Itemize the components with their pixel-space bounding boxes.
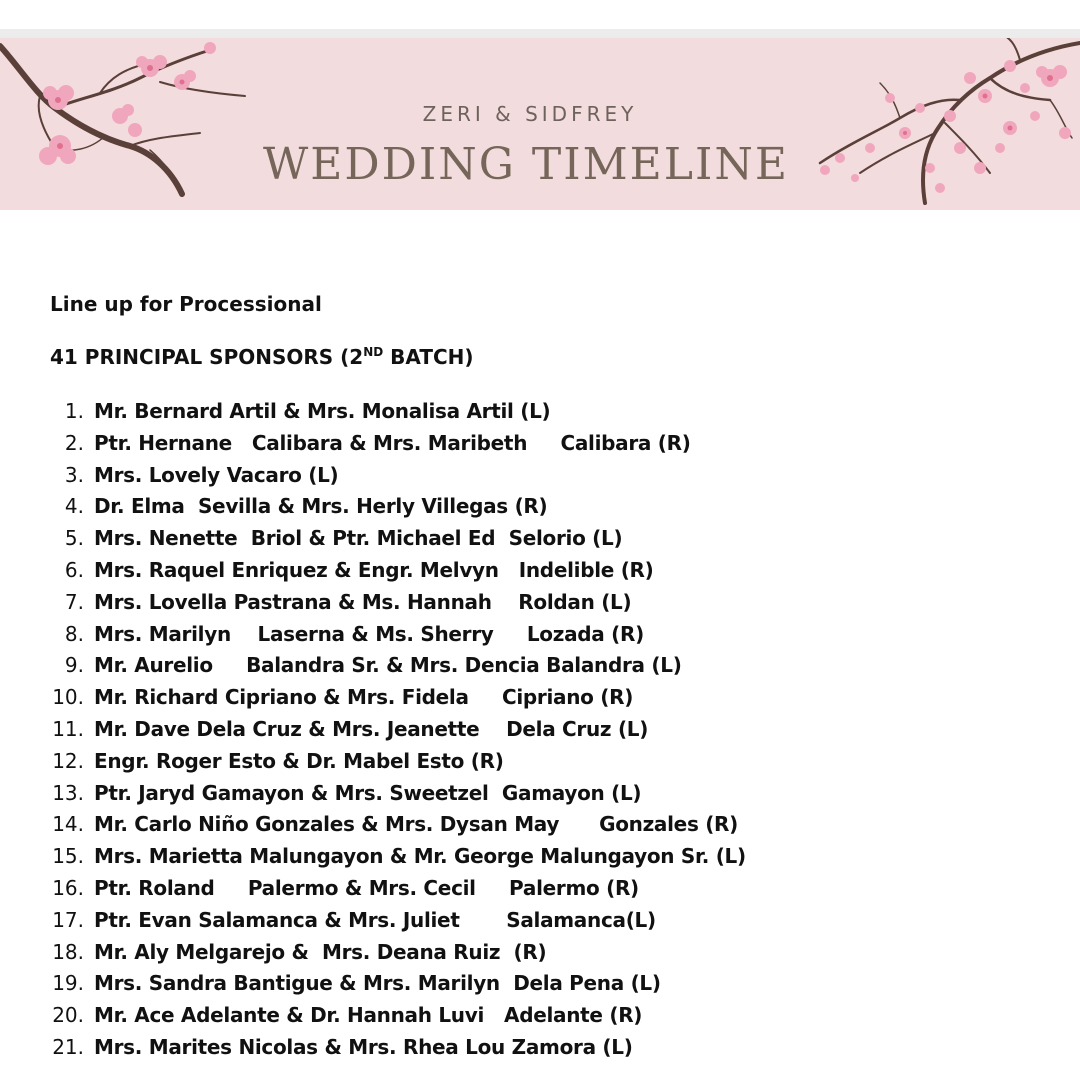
item-number: 7. — [64, 589, 84, 614]
item-number: 9. — [64, 653, 84, 678]
list-item — [0, 650, 746, 682]
list-item — [0, 905, 746, 937]
sponsor-names: Mr. Dave Dela Cruz & Mrs. Jeanette Dela Cruz (L) — [94, 716, 649, 741]
list-item — [0, 1000, 746, 1032]
sponsor-names: Engr. Roger Esto & Dr. Mabel Esto (R) — [94, 748, 504, 773]
list-item — [0, 491, 746, 523]
sponsor-names: Mr. Carlo Niño Gonzales & Mrs. Dysan May Gonzales (R) — [94, 812, 738, 837]
list-item — [0, 460, 746, 492]
sponsor-names: Mrs. Sandra Bantigue & Mrs. Marilyn Dela Pena (L) — [94, 971, 661, 996]
list-item — [0, 937, 746, 969]
subheading-end: BATCH) — [383, 345, 474, 369]
item-number: 17. — [52, 907, 84, 932]
item-number: 5. — [64, 526, 84, 551]
banner-title: WEDDING TIMELINE — [262, 139, 790, 190]
sponsor-names: Mr. Richard Cipriano & Mrs. Fidela Cipriano (R) — [94, 685, 634, 710]
sponsor-names: Mr. Ace Adelante & Dr. Hannah Luvi Adelante (R) — [94, 1003, 643, 1028]
sponsor-names: Ptr. Hernane Calibara & Mrs. Maribeth Calibara (R) — [94, 430, 691, 455]
banner-subtitle: ZERI & SIDFREY — [422, 102, 638, 126]
list-item — [0, 778, 746, 810]
item-number: 11. — [52, 716, 84, 741]
sponsor-names: Mrs. Lovella Pastrana & Ms. Hannah Roldan (L) — [94, 589, 632, 614]
list-item — [0, 809, 746, 841]
list-item — [0, 968, 746, 1000]
section-heading: Line up for Processional — [50, 292, 322, 316]
item-number: 1. — [64, 399, 84, 423]
item-number: 2. — [64, 430, 84, 455]
sponsor-names: Mr. Bernard Artil & Mrs. Monalisa Artil (L) — [94, 399, 551, 423]
item-number: 20. — [52, 1003, 84, 1028]
sponsor-names: Mrs. Marites Nicolas & Mrs. Rhea Lou Zamora (L) — [94, 1034, 633, 1059]
item-number: 12. — [52, 748, 84, 773]
sponsor-names: Ptr. Jaryd Gamayon & Mrs. Sweetzel Gamayon (L) — [94, 780, 642, 805]
sponsor-names: Mrs. Marietta Malungayon & Mr. George Malungayon Sr. (L) — [94, 844, 746, 869]
list-item — [0, 587, 746, 619]
list-item — [0, 1032, 746, 1064]
sponsor-list — [0, 396, 746, 1064]
item-number: 13. — [52, 780, 84, 805]
item-number: 6. — [64, 557, 84, 582]
top-strip — [0, 29, 1080, 38]
item-number: 15. — [52, 844, 84, 869]
sponsor-names: Mrs. Lovely Vacaro (L) — [94, 462, 339, 487]
subheading-main: 41 PRINCIPAL SPONSORS (2 — [50, 345, 364, 369]
sponsor-names: Ptr. Roland Palermo & Mrs. Cecil Palermo (R) — [94, 875, 639, 900]
item-number: 14. — [52, 812, 84, 837]
list-item — [0, 428, 746, 460]
item-number: 3. — [64, 462, 84, 487]
sponsor-names: Ptr. Evan Salamanca & Mrs. Juliet Salamanca(L) — [94, 907, 656, 932]
item-number: 21. — [52, 1034, 84, 1059]
list-item — [0, 523, 746, 555]
subheading-superscript: ND — [363, 345, 384, 359]
sponsor-names: Mr. Aly Melgarejo & Mrs. Deana Ruiz (R) — [94, 939, 547, 964]
list-item — [0, 714, 746, 746]
item-number: 16. — [52, 875, 84, 900]
list-item — [0, 396, 746, 428]
section-subheading — [50, 345, 474, 369]
item-number: 10. — [52, 685, 84, 710]
list-item — [0, 619, 746, 651]
list-item — [0, 746, 746, 778]
list-item — [0, 682, 746, 714]
item-number: 19. — [52, 971, 84, 996]
list-item — [0, 873, 746, 905]
sponsor-names: Mr. Aurelio Balandra Sr. & Mrs. Dencia Balandra (L) — [94, 653, 682, 678]
item-number: 4. — [64, 494, 84, 519]
sponsor-names: Dr. Elma Sevilla & Mrs. Herly Villegas (R) — [94, 494, 548, 519]
list-item — [0, 555, 746, 587]
sponsor-names: Mrs. Nenette Briol & Ptr. Michael Ed Selorio (L) — [94, 526, 623, 551]
item-number: 8. — [64, 621, 84, 646]
header-banner — [0, 38, 1080, 210]
item-number: 18. — [52, 939, 84, 964]
sponsor-names: Mrs. Marilyn Laserna & Ms. Sherry Lozada (R) — [94, 621, 644, 646]
list-item — [0, 841, 746, 873]
sponsor-names: Mrs. Raquel Enriquez & Engr. Melvyn Indelible (R) — [94, 557, 654, 582]
